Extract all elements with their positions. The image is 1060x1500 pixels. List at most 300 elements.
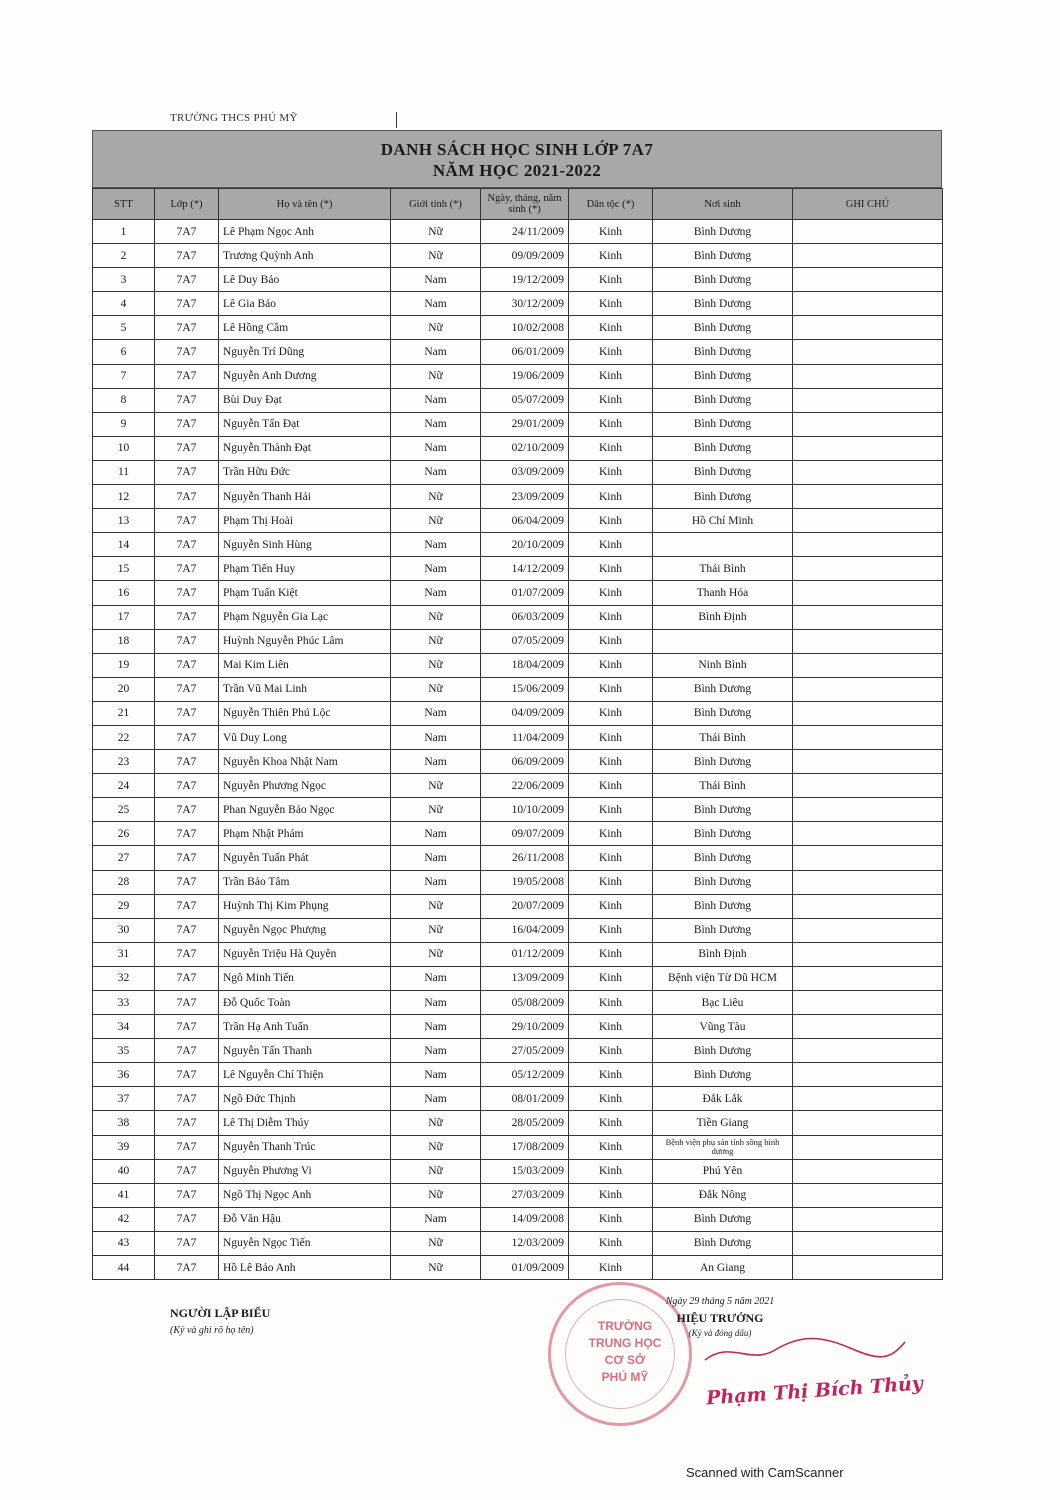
column-header: Lớp (*): [155, 189, 219, 220]
table-cell: Kinh: [569, 1231, 653, 1255]
table-cell: [793, 460, 943, 484]
table-cell: Nam: [391, 1063, 481, 1087]
table-cell: Kinh: [569, 942, 653, 966]
table-cell: Kinh: [569, 412, 653, 436]
table-cell: 7A7: [155, 1111, 219, 1135]
table-cell: 7A7: [155, 533, 219, 557]
table-cell: 14/12/2009: [481, 557, 569, 581]
table-cell: 16: [93, 581, 155, 605]
table-row: [93, 533, 943, 557]
table-row: [93, 966, 943, 990]
table-cell: 7A7: [155, 1039, 219, 1063]
table-row: [93, 1015, 943, 1039]
table-cell: 7A7: [155, 220, 219, 244]
table-cell: 7A7: [155, 774, 219, 798]
table-cell: Ngô Thị Ngọc Anh: [219, 1183, 391, 1207]
table-cell: Tiền Giang: [653, 1111, 793, 1135]
table-cell: Nguyễn Sinh Hùng: [219, 533, 391, 557]
table-row: [93, 364, 943, 388]
table-cell: Bình Dương: [653, 292, 793, 316]
table-cell: Huỳnh Nguyễn Phúc Lâm: [219, 629, 391, 653]
table-cell: Bình Dương: [653, 894, 793, 918]
table-cell: 7A7: [155, 581, 219, 605]
table-cell: Bình Dương: [653, 846, 793, 870]
table-cell: [793, 485, 943, 509]
table-cell: [793, 653, 943, 677]
table-cell: Nữ: [391, 677, 481, 701]
table-cell: 14: [93, 533, 155, 557]
table-cell: 41: [93, 1183, 155, 1207]
table-row: [93, 220, 943, 244]
table-row: [93, 316, 943, 340]
table-cell: Bạc Liêu: [653, 991, 793, 1015]
table-cell: 7A7: [155, 750, 219, 774]
table-cell: 7A7: [155, 1159, 219, 1183]
table-row: [93, 292, 943, 316]
table-body: [93, 220, 943, 1280]
table-cell: Nam: [391, 870, 481, 894]
table-cell: Bình Định: [653, 942, 793, 966]
table-cell: Thái Bình: [653, 557, 793, 581]
table-cell: 04/09/2009: [481, 701, 569, 725]
table-cell: Đắk Lắk: [653, 1087, 793, 1111]
table-row: [93, 460, 943, 484]
table-cell: Phan Nguyễn Bảo Ngọc: [219, 798, 391, 822]
column-header: Ngày, tháng, năm sinh (*): [481, 189, 569, 220]
table-cell: Nữ: [391, 244, 481, 268]
table-cell: Kinh: [569, 822, 653, 846]
table-cell: Nữ: [391, 774, 481, 798]
table-cell: 7A7: [155, 1135, 219, 1159]
table-cell: Lê Gia Bảo: [219, 292, 391, 316]
table-cell: 39: [93, 1135, 155, 1159]
table-cell: 07/05/2009: [481, 629, 569, 653]
table-cell: [793, 1159, 943, 1183]
table-cell: 7A7: [155, 701, 219, 725]
table-cell: Kinh: [569, 966, 653, 990]
table-cell: 11/04/2009: [481, 725, 569, 749]
table-row: [93, 750, 943, 774]
table-cell: 03/09/2009: [481, 460, 569, 484]
table-cell: Kinh: [569, 1111, 653, 1135]
table-cell: Nguyễn Thành Đạt: [219, 436, 391, 460]
preparer-block: [170, 1306, 270, 1336]
table-cell: 17: [93, 605, 155, 629]
table-row: [93, 605, 943, 629]
table-row: [93, 677, 943, 701]
table-cell: Trần Hạ Anh Tuấn: [219, 1015, 391, 1039]
table-row: [93, 1207, 943, 1231]
table-cell: Bình Dương: [653, 412, 793, 436]
table-cell: 43: [93, 1231, 155, 1255]
table-cell: An Giang: [653, 1256, 793, 1280]
table-cell: Nguyễn Tấn Đạt: [219, 412, 391, 436]
table-cell: Kinh: [569, 750, 653, 774]
table-cell: Nam: [391, 1207, 481, 1231]
table-cell: Nữ: [391, 316, 481, 340]
table-cell: Nam: [391, 436, 481, 460]
preparer-note: (Ký và ghi rõ họ tên): [170, 1325, 254, 1336]
school-year: NĂM HỌC 2021-2022: [432, 161, 602, 180]
table-cell: Kinh: [569, 268, 653, 292]
table-row: [93, 557, 943, 581]
table-cell: 7A7: [155, 1087, 219, 1111]
table-row: [93, 388, 943, 412]
table-cell: Nam: [391, 388, 481, 412]
table-cell: Kinh: [569, 774, 653, 798]
table-cell: [793, 822, 943, 846]
table-cell: [793, 436, 943, 460]
table-row: [93, 1183, 943, 1207]
table-cell: 22/06/2009: [481, 774, 569, 798]
table-cell: Bình Dương: [653, 460, 793, 484]
table-cell: Kinh: [569, 1015, 653, 1039]
table-cell: 32: [93, 966, 155, 990]
table-cell: 7A7: [155, 991, 219, 1015]
table-cell: Ninh Bình: [653, 653, 793, 677]
column-header: Dân tộc (*): [569, 189, 653, 220]
table-cell: Nữ: [391, 1256, 481, 1280]
stamp-line: PHÚ MỸ: [601, 1370, 649, 1384]
table-cell: 19/12/2009: [481, 268, 569, 292]
table-cell: 05/12/2009: [481, 1063, 569, 1087]
table-cell: Bình Dương: [653, 701, 793, 725]
table-cell: Phạm Tiến Huy: [219, 557, 391, 581]
table-cell: Nữ: [391, 629, 481, 653]
table-cell: Nam: [391, 846, 481, 870]
table-row: [93, 798, 943, 822]
table-cell: Hồ Chí Minh: [653, 509, 793, 533]
table-row: [93, 244, 943, 268]
table-cell: 02/10/2009: [481, 436, 569, 460]
table-row: [93, 822, 943, 846]
table-cell: Lê Duy Bảo: [219, 268, 391, 292]
table-row: [93, 268, 943, 292]
table-cell: 10/10/2009: [481, 798, 569, 822]
table-cell: Thanh Hóa: [653, 581, 793, 605]
table-cell: [793, 292, 943, 316]
table-cell: 7A7: [155, 1207, 219, 1231]
table-cell: Bình Định: [653, 605, 793, 629]
table-cell: Kinh: [569, 918, 653, 942]
table-cell: 7A7: [155, 1015, 219, 1039]
table-cell: 29/10/2009: [481, 1015, 569, 1039]
table-row: [93, 725, 943, 749]
table-cell: 01/09/2009: [481, 1256, 569, 1280]
table-cell: 30/12/2009: [481, 292, 569, 316]
table-row: [93, 701, 943, 725]
table-cell: [793, 533, 943, 557]
table-cell: 19/06/2009: [481, 364, 569, 388]
table-cell: Kinh: [569, 846, 653, 870]
table-cell: Nguyễn Trí Dũng: [219, 340, 391, 364]
table-cell: 09/07/2009: [481, 822, 569, 846]
table-cell: 7A7: [155, 677, 219, 701]
table-cell: 8: [93, 388, 155, 412]
table-cell: Bình Dương: [653, 1063, 793, 1087]
table-cell: Nguyễn Triệu Hà Quyên: [219, 942, 391, 966]
table-row: [93, 485, 943, 509]
table-cell: 34: [93, 1015, 155, 1039]
table-cell: Trần Bảo Tâm: [219, 870, 391, 894]
table-cell: Phạm Thị Hoài: [219, 509, 391, 533]
table-cell: 7A7: [155, 1256, 219, 1280]
table-cell: Nữ: [391, 220, 481, 244]
table-cell: Nam: [391, 991, 481, 1015]
table-cell: Nguyễn Anh Dương: [219, 364, 391, 388]
table-cell: 12: [93, 485, 155, 509]
table-cell: 7A7: [155, 942, 219, 966]
table-cell: Nữ: [391, 1111, 481, 1135]
table-cell: Nguyễn Thanh Hải: [219, 485, 391, 509]
table-cell: 36: [93, 1063, 155, 1087]
signer-name: Phạm Thị Bích Thủy: [705, 1372, 924, 1410]
table-cell: 1: [93, 220, 155, 244]
table-row: [93, 629, 943, 653]
table-cell: 7A7: [155, 966, 219, 990]
table-row: [93, 870, 943, 894]
table-cell: [653, 533, 793, 557]
table-cell: Bình Dương: [653, 1039, 793, 1063]
table-cell: Nữ: [391, 1183, 481, 1207]
table-cell: Nam: [391, 822, 481, 846]
table-row: [93, 1231, 943, 1255]
table-cell: 19/05/2008: [481, 870, 569, 894]
table-cell: 7A7: [155, 846, 219, 870]
signature-scribble: [700, 1330, 910, 1370]
table-row: [93, 509, 943, 533]
table-cell: Kinh: [569, 485, 653, 509]
table-cell: Bình Dương: [653, 677, 793, 701]
table-cell: 29/01/2009: [481, 412, 569, 436]
table-row: [93, 581, 943, 605]
table-cell: Kinh: [569, 1087, 653, 1111]
column-header: Nơi sinh: [653, 189, 793, 220]
table-cell: [793, 1207, 943, 1231]
table-cell: 5: [93, 316, 155, 340]
stamp-line: TRƯỜNG: [597, 1319, 653, 1333]
table-row: [93, 412, 943, 436]
table-cell: 05/07/2009: [481, 388, 569, 412]
table-cell: [793, 1256, 943, 1280]
table-cell: 7A7: [155, 894, 219, 918]
table-cell: 7A7: [155, 340, 219, 364]
table-header-row: [93, 189, 943, 220]
table-cell: Kinh: [569, 870, 653, 894]
table-row: [93, 653, 943, 677]
table-cell: Bình Dương: [653, 918, 793, 942]
table-cell: 27/03/2009: [481, 1183, 569, 1207]
table-cell: Nữ: [391, 364, 481, 388]
table-cell: Phạm Tuấn Kiệt: [219, 581, 391, 605]
table-row: [93, 846, 943, 870]
table-cell: [793, 918, 943, 942]
table-cell: [793, 605, 943, 629]
table-cell: 11: [93, 460, 155, 484]
table-cell: 7A7: [155, 244, 219, 268]
table-cell: Kinh: [569, 292, 653, 316]
table-cell: [793, 1183, 943, 1207]
table-cell: 19: [93, 653, 155, 677]
table-cell: Kinh: [569, 1256, 653, 1280]
table-cell: 10/02/2008: [481, 316, 569, 340]
table-cell: Kinh: [569, 1135, 653, 1159]
table-cell: Ngô Minh Tiến: [219, 966, 391, 990]
table-cell: Nam: [391, 340, 481, 364]
table-cell: 7A7: [155, 725, 219, 749]
table-cell: Huỳnh Thị Kim Phụng: [219, 894, 391, 918]
table-cell: Bình Dương: [653, 340, 793, 364]
table-cell: Bình Dương: [653, 485, 793, 509]
table-cell: Kinh: [569, 364, 653, 388]
table-cell: 7A7: [155, 1063, 219, 1087]
table-cell: 28: [93, 870, 155, 894]
table-cell: 33: [93, 991, 155, 1015]
table-cell: Kinh: [569, 1159, 653, 1183]
table-cell: 13: [93, 509, 155, 533]
table-cell: Kinh: [569, 220, 653, 244]
table-cell: Bình Dương: [653, 388, 793, 412]
table-cell: Lê Phạm Ngọc Anh: [219, 220, 391, 244]
table-cell: Phạm Nhật Phám: [219, 822, 391, 846]
scanner-watermark: Scanned with CamScanner: [686, 1465, 844, 1480]
table-cell: [793, 340, 943, 364]
table-cell: [793, 316, 943, 340]
table-cell: Nữ: [391, 605, 481, 629]
table-cell: 12/03/2009: [481, 1231, 569, 1255]
table-cell: Ngô Đức Thịnh: [219, 1087, 391, 1111]
table-cell: Mai Kim Liên: [219, 653, 391, 677]
table-cell: Bình Dương: [653, 798, 793, 822]
table-cell: 23: [93, 750, 155, 774]
table-cell: 08/01/2009: [481, 1087, 569, 1111]
table-cell: 27: [93, 846, 155, 870]
list-title: DANH SÁCH HỌC SINH LỚP 7A7: [380, 140, 654, 159]
table-cell: Nguyễn Phương Vi: [219, 1159, 391, 1183]
table-cell: Bình Dương: [653, 436, 793, 460]
table-row: [93, 1135, 943, 1159]
table-cell: Nam: [391, 581, 481, 605]
table-cell: Bình Dương: [653, 1231, 793, 1255]
table-cell: Trần Hữu Đức: [219, 460, 391, 484]
table-cell: Nam: [391, 1087, 481, 1111]
table-cell: 7A7: [155, 436, 219, 460]
table-cell: 30: [93, 918, 155, 942]
table-cell: Bệnh viện phụ sản tỉnh sông bình dương: [653, 1135, 793, 1159]
table-cell: 42: [93, 1207, 155, 1231]
table-cell: 20/10/2009: [481, 533, 569, 557]
table-cell: Kinh: [569, 557, 653, 581]
table-cell: Bình Dương: [653, 364, 793, 388]
table-cell: 40: [93, 1159, 155, 1183]
table-cell: Nữ: [391, 918, 481, 942]
table-cell: Nữ: [391, 485, 481, 509]
table-cell: Nguyễn Thiên Phú Lộc: [219, 701, 391, 725]
table-cell: 44: [93, 1256, 155, 1280]
table-cell: [793, 244, 943, 268]
table-row: [93, 1159, 943, 1183]
table-cell: 7A7: [155, 822, 219, 846]
table-cell: Kinh: [569, 388, 653, 412]
table-cell: [793, 509, 943, 533]
table-cell: 24: [93, 774, 155, 798]
table-cell: Bình Dương: [653, 870, 793, 894]
table-cell: 7A7: [155, 653, 219, 677]
table-row: [93, 1111, 943, 1135]
table-cell: 23/09/2009: [481, 485, 569, 509]
table-cell: Nam: [391, 292, 481, 316]
table-cell: Nam: [391, 701, 481, 725]
table-cell: [793, 798, 943, 822]
table-cell: Đỗ Quốc Toàn: [219, 991, 391, 1015]
table-row: [93, 436, 943, 460]
table-cell: Kinh: [569, 244, 653, 268]
table-cell: Kinh: [569, 509, 653, 533]
table-cell: [793, 581, 943, 605]
table-cell: 21: [93, 701, 155, 725]
table-cell: 16/04/2009: [481, 918, 569, 942]
table-cell: Bình Dương: [653, 822, 793, 846]
table-cell: [793, 725, 943, 749]
table-cell: Nam: [391, 725, 481, 749]
table-cell: [793, 846, 943, 870]
table-cell: 38: [93, 1111, 155, 1135]
table-cell: 17/08/2009: [481, 1135, 569, 1159]
table-cell: Nguyễn Khoa Nhật Nam: [219, 750, 391, 774]
table-cell: 09/09/2009: [481, 244, 569, 268]
table-cell: Nữ: [391, 798, 481, 822]
table-row: [93, 1063, 943, 1087]
table-cell: [793, 774, 943, 798]
table-cell: 3: [93, 268, 155, 292]
table-cell: 25: [93, 798, 155, 822]
table-cell: Đỗ Văn Hậu: [219, 1207, 391, 1231]
table-cell: Nữ: [391, 509, 481, 533]
table-cell: Bình Dương: [653, 268, 793, 292]
table-cell: Nam: [391, 268, 481, 292]
table-cell: 4: [93, 292, 155, 316]
table-cell: Bình Dương: [653, 220, 793, 244]
table-cell: Kinh: [569, 629, 653, 653]
table-cell: Kinh: [569, 1183, 653, 1207]
table-cell: Kinh: [569, 894, 653, 918]
table-cell: 7A7: [155, 870, 219, 894]
table-cell: [793, 412, 943, 436]
table-cell: Nam: [391, 460, 481, 484]
table-cell: 7: [93, 364, 155, 388]
table-cell: 29: [93, 894, 155, 918]
table-cell: 22: [93, 725, 155, 749]
table-cell: Kinh: [569, 798, 653, 822]
table-row: [93, 774, 943, 798]
school-name: TRƯỜNG THCS PHÚ MỸ: [170, 112, 298, 124]
table-cell: 7A7: [155, 460, 219, 484]
table-cell: Nam: [391, 966, 481, 990]
table-row: [93, 340, 943, 364]
table-cell: [793, 1015, 943, 1039]
table-cell: 35: [93, 1039, 155, 1063]
table-cell: Nguyễn Thanh Trúc: [219, 1135, 391, 1159]
table-cell: Kinh: [569, 340, 653, 364]
table-cell: Nữ: [391, 653, 481, 677]
table-cell: 10: [93, 436, 155, 460]
table-row: [93, 1039, 943, 1063]
table-cell: [793, 1087, 943, 1111]
table-cell: Nam: [391, 1015, 481, 1039]
table-cell: 7A7: [155, 605, 219, 629]
table-cell: 18/04/2009: [481, 653, 569, 677]
table-cell: Kinh: [569, 460, 653, 484]
